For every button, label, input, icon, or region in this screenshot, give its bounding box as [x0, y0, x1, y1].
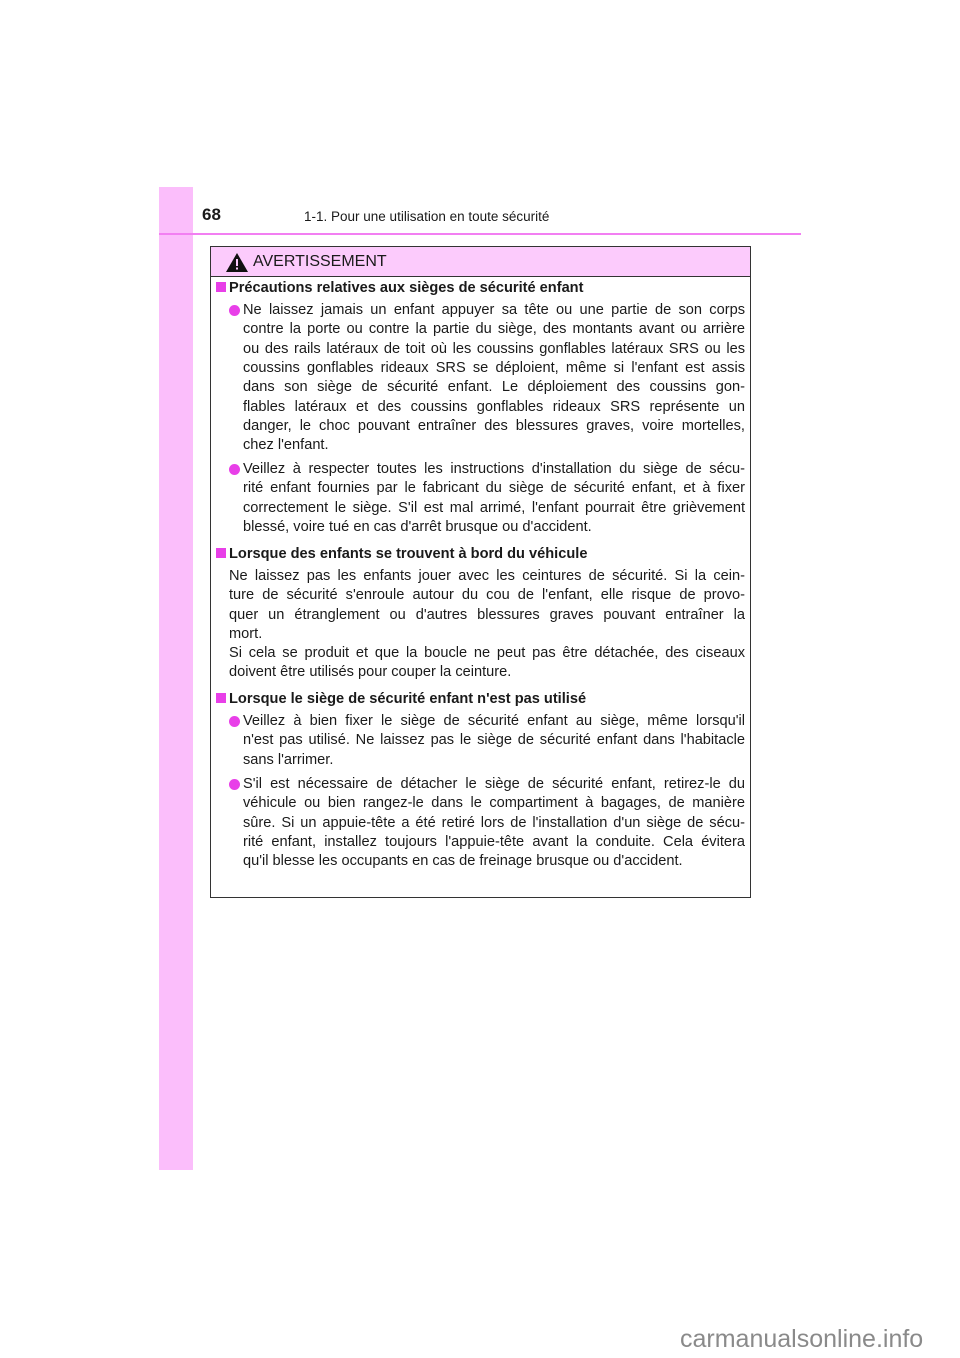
- text-line: coussins gonflables rideaux SRS se déploient, même si l'enfant est assis: [243, 360, 745, 377]
- text-line: Veillez à respecter toutes les instructions d'installation du siège de sécu-: [243, 461, 745, 477]
- circle-bullet-icon: [229, 305, 240, 316]
- page-number: 68: [202, 205, 221, 224]
- text-line: Veillez à bien fixer le siège de sécurité enfant au siège, même lorsqu'il: [243, 713, 745, 729]
- text-line: qu'il blesse les occupants en cas de freinage brusque ou d'accident.: [243, 853, 683, 870]
- text-line: chez l'enfant.: [243, 437, 329, 454]
- circle-bullet-icon: [229, 464, 240, 475]
- section-heading: [216, 691, 586, 707]
- paragraph: [229, 644, 745, 683]
- text-line: sans l'arrimer.: [243, 751, 334, 768]
- bullet-item: [243, 460, 745, 537]
- chapter-tab-bar: [159, 187, 193, 1170]
- paragraph: [229, 567, 745, 644]
- text-line: dans son siège de sécurité enfant. Le déploiement des coussins gon-: [243, 379, 745, 396]
- warning-box: [210, 246, 751, 898]
- text-line: mort.: [229, 626, 263, 643]
- warning-header: [211, 247, 750, 277]
- text-line: contre la porte ou contre la partie du siège, des montants avant ou arrière: [243, 321, 745, 338]
- warning-title: AVERTISSEMENT: [253, 253, 387, 270]
- square-bullet-icon: [216, 693, 226, 703]
- text-line: flables latéraux et des coussins gonflables rideaux SRS représente un: [243, 398, 745, 415]
- text-line: ou des rails latéraux de toit où les coussins gonflables latéraux SRS ou les: [243, 340, 745, 357]
- text-line: doivent être utilisés pour couper la ceinture.: [229, 664, 512, 681]
- section-heading: [216, 546, 587, 562]
- header-divider: [159, 233, 801, 235]
- text-line: danger, le choc pouvant entraîner des blessures graves, voire mortelles,: [243, 418, 745, 435]
- text-line: véhicule ou bien rangez-le dans le compartiment à bagages, de manière: [243, 795, 745, 812]
- section-heading-text: Précautions relatives aux sièges de sécurité enfant: [229, 280, 584, 296]
- text-line: n'est pas utilisé. Ne laissez pas le siège de sécurité enfant dans l'habitacle: [243, 732, 745, 749]
- square-bullet-icon: [216, 282, 226, 292]
- section-title: 1-1. Pour une utilisation en toute sécurité: [304, 209, 550, 224]
- circle-bullet-icon: [229, 716, 240, 727]
- warning-triangle-icon: [226, 253, 248, 272]
- watermark: carmanualsonline.info: [680, 1325, 924, 1353]
- section-heading-text: Lorsque le siège de sécurité enfant n'est pas utilisé: [229, 691, 587, 707]
- text-line: quer un étranglement ou d'autres blessures graves pouvant entraîner la: [229, 606, 745, 623]
- bullet-item: [243, 301, 745, 456]
- text-line: ture de sécurité s'enroule autour du cou de l'enfant, elle risque de provo-: [229, 587, 745, 604]
- text-line: rité enfant, installez toujours l'appuie-tête avant la conduite. Cela évitera: [243, 834, 745, 851]
- text-line: Si cela se produit et que la boucle ne peut pas être détachée, des ciseaux: [229, 645, 745, 661]
- square-bullet-icon: [216, 548, 226, 558]
- text-line: Ne laissez pas les enfants jouer avec les ceintures de sécurité. Si la cein-: [229, 568, 745, 584]
- text-line: Ne laissez jamais un enfant appuyer sa tête ou une partie de son corps: [243, 302, 745, 318]
- text-line: sûre. Si un appuie-tête a été retiré lors de l'installation d'un siège de sécu-: [243, 814, 745, 831]
- bullet-item: [243, 712, 745, 770]
- text-line: blessé, voire tué en cas d'arrêt brusque ou d'accident.: [243, 519, 592, 536]
- section-heading: [216, 280, 583, 296]
- section-heading-text: Lorsque des enfants se trouvent à bord du véhicule: [229, 546, 588, 562]
- text-line: S'il est nécessaire de détacher le siège de sécurité enfant, retirez-le du: [243, 776, 745, 792]
- text-line: rité enfant fournies par le fabricant du siège de sécurité enfant, et à fixer: [243, 480, 745, 497]
- bullet-item: [243, 775, 745, 872]
- circle-bullet-icon: [229, 779, 240, 790]
- text-line: correctement le siège. S'il est mal arrimé, l'enfant pourrait être grièvement: [243, 499, 745, 516]
